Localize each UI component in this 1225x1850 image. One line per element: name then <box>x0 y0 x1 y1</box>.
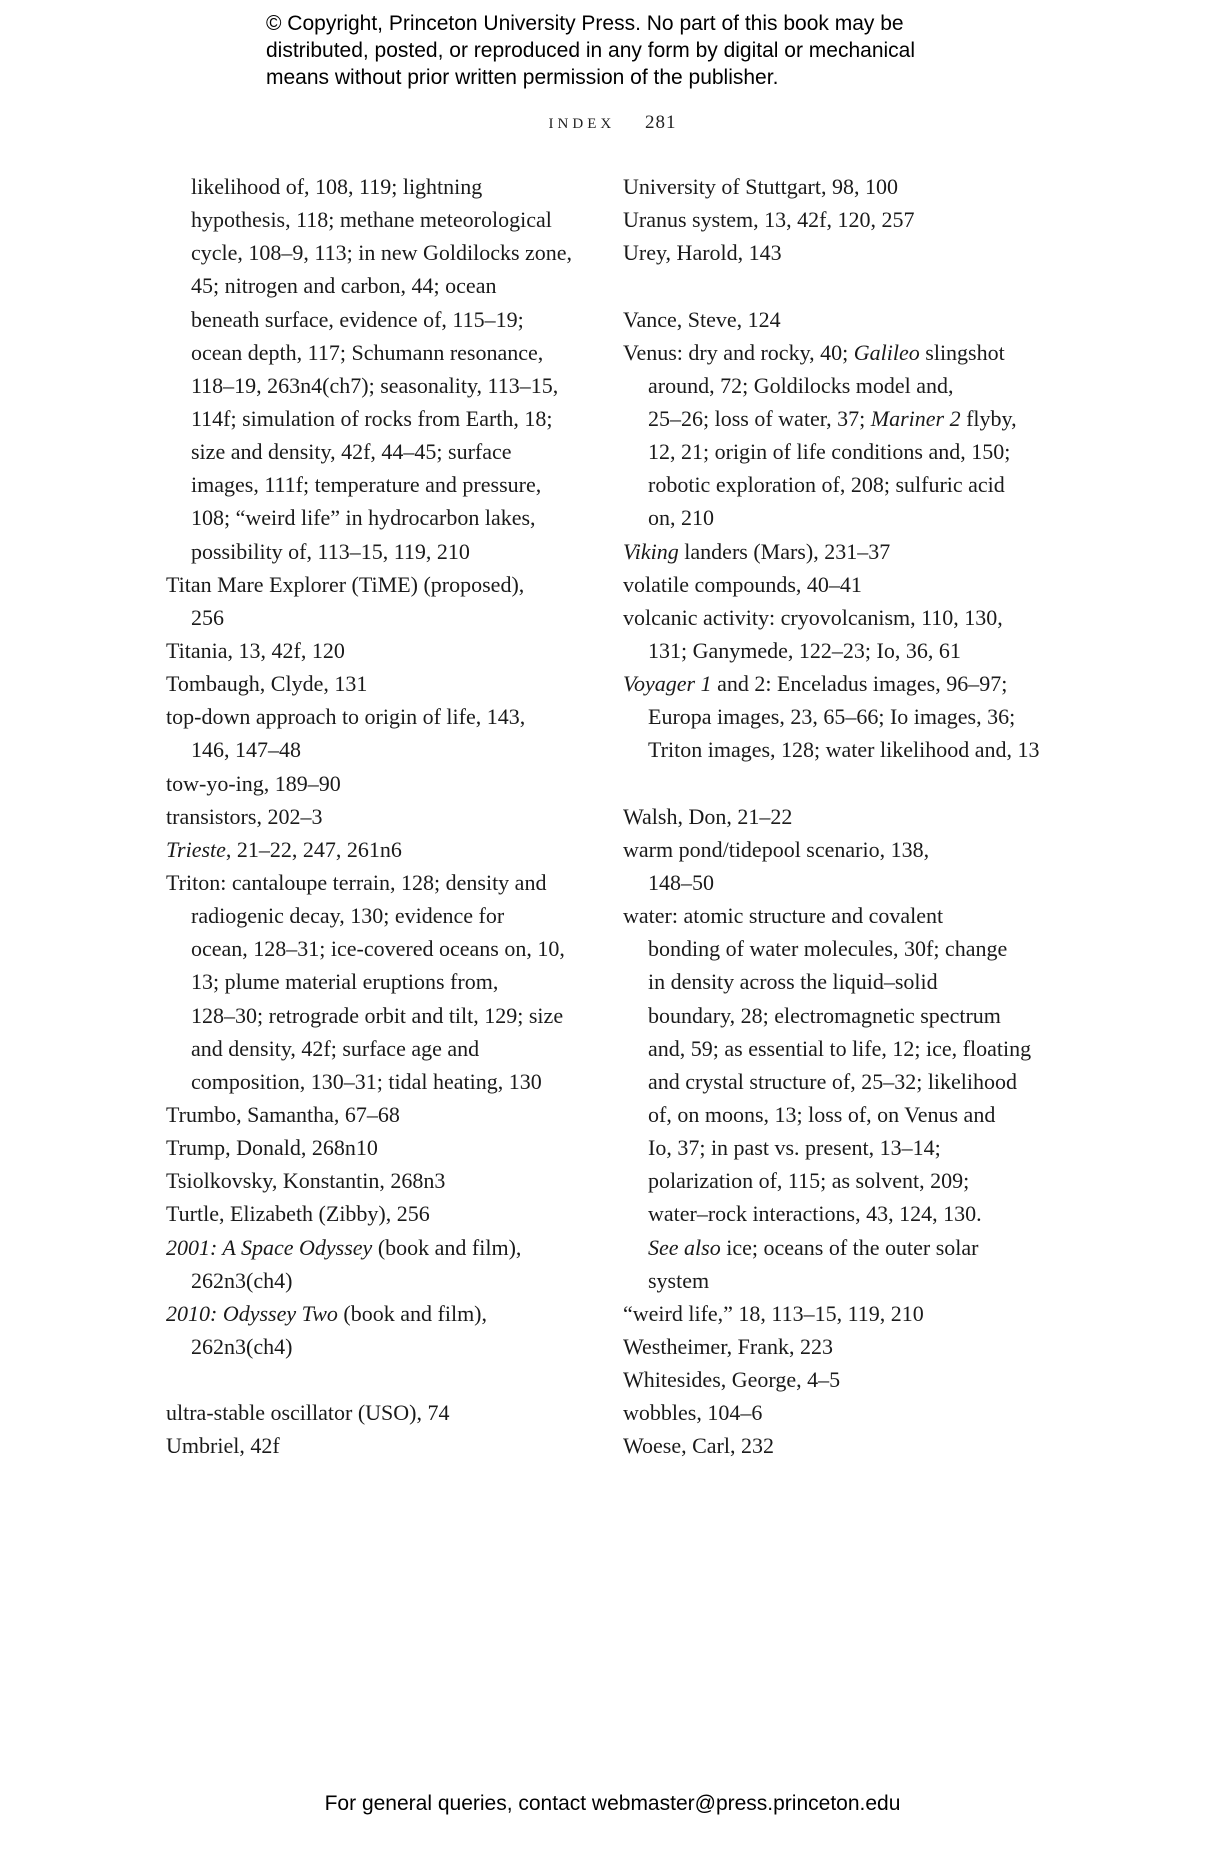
copyright-line: © Copyright, Princeton University Press. No part of this book may be <box>266 12 904 35</box>
index-entry-text: Trumbo, Samantha, 67–68 <box>166 1101 400 1127</box>
index-entry-continuation <box>166 601 586 634</box>
index-entry-text: Titania, 13, 42f, 120 <box>166 637 345 663</box>
index-entry-text: Io, 37; in past vs. present, 13–14; <box>648 1135 941 1161</box>
index-entry-text: ice; oceans of the outer solar <box>720 1234 979 1260</box>
index-entry-text: boundary, 28; electromagnetic spectrum <box>648 1002 1001 1028</box>
index-entry-text: composition, 130–31; tidal heating, 130 <box>191 1068 542 1094</box>
index-entry-text: polarization of, 115; as solvent, 209; <box>648 1168 970 1194</box>
index-entry-italic-title: Galileo <box>853 339 920 365</box>
index-entry-text: around, 72; Goldilocks model and, <box>648 372 954 398</box>
index-entry <box>623 535 1043 568</box>
index-entry-continuation <box>623 700 1043 733</box>
index-entry-text: size and density, 42f, 44–45; surface <box>191 439 512 465</box>
index-entry-continuation <box>623 402 1043 435</box>
index-entry-text: 148–50 <box>648 869 714 895</box>
index-entry <box>166 1429 586 1462</box>
copyright-line: means without prior written permission of the publisher. <box>266 66 779 89</box>
index-entry-continuation <box>166 269 586 302</box>
index-entry-text: 45; nitrogen and carbon, 44; ocean <box>191 273 497 299</box>
index-entry-text: Turtle, Elizabeth (Zibby), 256 <box>166 1201 430 1227</box>
index-entry-text: “weird life,” 18, 113–15, 119, 210 <box>623 1300 924 1326</box>
index-entry-text: Urey, Harold, 143 <box>623 240 782 266</box>
index-entry <box>166 1297 586 1330</box>
index-entry-text: 256 <box>191 604 224 630</box>
index-entry-text: transistors, 202–3 <box>166 803 323 829</box>
index-entry-text: 131; Ganymede, 122–23; Io, 36, 61 <box>648 637 961 663</box>
index-entry <box>623 800 1043 833</box>
index-entry-text: cycle, 108–9, 113; in new Goldilocks zone, <box>191 240 573 266</box>
index-entry-text: top-down approach to origin of life, 143, <box>166 704 526 730</box>
index-entry-text: wobbles, 104–6 <box>623 1400 763 1426</box>
index-entry-continuation <box>166 535 586 568</box>
running-head <box>0 112 1225 134</box>
index-entry-continuation <box>623 1197 1043 1230</box>
index-entry-continuation <box>623 1164 1043 1197</box>
index-entry-text: images, 111f; temperature and pressure, <box>191 472 542 498</box>
index-entry-text: 262n3(ch4) <box>191 1267 293 1293</box>
index-entry-italic-title: Viking <box>623 538 679 564</box>
index-entry-continuation <box>623 999 1043 1032</box>
index-entry-text: , 21–22, 247, 261n6 <box>225 836 402 862</box>
index-entry <box>623 833 1043 866</box>
index-entry-text: ocean depth, 117; Schumann resonance, <box>191 339 544 365</box>
index-entry-continuation <box>623 1231 1043 1264</box>
index-entry <box>166 700 586 733</box>
index-entry-text: water: atomic structure and covalent <box>623 903 944 929</box>
index-entry-text: Vance, Steve, 124 <box>623 306 781 332</box>
index-entry-continuation <box>166 501 586 534</box>
index-entry-text: hypothesis, 118; methane meteorological <box>191 207 552 233</box>
index-entry-continuation <box>623 866 1043 899</box>
index-entry-text: Titan Mare Explorer (TiME) (proposed), <box>166 571 525 597</box>
index-entry <box>166 1098 586 1131</box>
index-entry-continuation <box>623 1098 1043 1131</box>
index-entry-text: ocean, 128–31; ice-covered oceans on, 10, <box>191 936 565 962</box>
index-entry <box>623 1330 1043 1363</box>
index-entry-text: (book and film), <box>337 1300 488 1326</box>
index-column-left <box>166 170 586 1462</box>
index-entry-text: water–rock interactions, 43, 124, 130. <box>648 1201 982 1227</box>
index-entry-continuation <box>166 236 586 269</box>
index-entry-text: Europa images, 23, 65–66; Io images, 36; <box>648 704 1016 730</box>
index-entry-continuation <box>166 899 586 932</box>
index-entry-text: Woese, Carl, 232 <box>623 1433 774 1459</box>
index-entry-text: 25–26; loss of water, 37; <box>648 405 871 431</box>
index-entry-text: 13; plume material eruptions from, <box>191 969 499 995</box>
index-entry-text: Uranus system, 13, 42f, 120, 257 <box>623 207 915 233</box>
page-number: 281 <box>644 112 677 133</box>
index-entry <box>623 568 1043 601</box>
index-entry-text: robotic exploration of, 208; sulfuric acid <box>648 472 1005 498</box>
index-entry <box>623 601 1043 634</box>
index-entry-text: system <box>648 1267 710 1293</box>
index-entry-continuation <box>623 1032 1043 1065</box>
index-entry-text: 146, 147–48 <box>191 737 301 763</box>
index-entry-continuation <box>166 733 586 766</box>
running-head-title: INDEX <box>548 116 616 132</box>
index-entry-text: bonding of water molecules, 30f; change <box>648 936 1008 962</box>
index-entry-continuation <box>166 170 586 203</box>
index-entry-text: Walsh, Don, 21–22 <box>623 803 793 829</box>
index-entry-text: in density across the liquid–solid <box>648 969 938 995</box>
footer-contact: For general queries, contact webmaster@press.princeton.edu <box>324 1792 901 1815</box>
index-entry-text: Triton: cantaloupe terrain, 128; density and <box>166 869 547 895</box>
index-entry-text: on, 210 <box>648 505 714 531</box>
index-entry-text: Westheimer, Frank, 223 <box>623 1333 833 1359</box>
index-entry-continuation <box>623 468 1043 501</box>
index-entry-text: 118–19, 263n4(ch7); seasonality, 113–15, <box>191 372 559 398</box>
index-entry-text: slingshot <box>919 339 1005 365</box>
index-entry-italic-title: Voyager 1 <box>623 671 712 697</box>
index-entry-text: (book and film), <box>372 1234 522 1260</box>
index-entry-text: and density, 42f; surface age and <box>191 1035 480 1061</box>
index-entry-continuation <box>623 501 1043 534</box>
index-entry <box>623 170 1043 203</box>
index-entry <box>623 899 1043 932</box>
index-entry-text: University of Stuttgart, 98, 100 <box>623 174 898 199</box>
index-entry-text: and 2: Enceladus images, 96–97; <box>711 671 1008 697</box>
index-entry-continuation <box>166 965 586 998</box>
index-entry-text: and crystal structure of, 25–32; likelihood <box>648 1068 1018 1094</box>
index-entry-continuation <box>166 402 586 435</box>
index-entry-continuation <box>623 634 1043 667</box>
copyright-line: distributed, posted, or reproduced in any form by digital or mechanical <box>266 39 916 62</box>
index-entry-italic-title: 2001: A Space Odyssey <box>166 1234 373 1260</box>
index-entry-text: flyby, <box>960 405 1017 431</box>
index-entry-text: 262n3(ch4) <box>191 1333 293 1359</box>
index-entry <box>166 634 586 667</box>
index-entry-text: 108; “weird life” in hydrocarbon lakes, <box>191 505 536 531</box>
index-entry-text: volatile compounds, 40–41 <box>623 571 862 597</box>
index-entry <box>623 1396 1043 1429</box>
index-entry-continuation <box>166 932 586 965</box>
index-section-gap <box>166 1363 586 1396</box>
index-entry-text: Triton images, 128; water likelihood and, 13 <box>648 737 1040 763</box>
index-entry-italic-title: See also <box>648 1234 721 1260</box>
index-entry-continuation <box>623 965 1043 998</box>
index-entry-text: Tsiolkovsky, Konstantin, 268n3 <box>166 1168 446 1194</box>
index-entry-continuation <box>623 932 1043 965</box>
index-entry-italic-title: Trieste <box>166 836 226 862</box>
index-entry-text: ultra-stable oscillator (USO), 74 <box>166 1400 450 1426</box>
index-entry <box>166 568 586 601</box>
index-entry <box>623 203 1043 236</box>
index-entry-text: landers (Mars), 231–37 <box>678 538 891 564</box>
index-entry-text: 114f; simulation of rocks from Earth, 18; <box>191 405 553 431</box>
index-entry-continuation <box>166 1065 586 1098</box>
index-entry <box>166 1197 586 1230</box>
index-entry-text: Trump, Donald, 268n10 <box>166 1135 378 1161</box>
index-entry <box>166 667 586 700</box>
index-section-gap <box>623 269 1043 302</box>
index-entry-text: radiogenic decay, 130; evidence for <box>191 903 505 929</box>
index-entry-continuation <box>623 435 1043 468</box>
index-entry-continuation <box>166 1330 586 1363</box>
index-entry-text: Tombaugh, Clyde, 131 <box>166 671 368 697</box>
index-entry-continuation <box>166 336 586 369</box>
index-entry <box>166 1131 586 1164</box>
index-entry <box>623 303 1043 336</box>
index-entry-text: Umbriel, 42f <box>166 1433 280 1459</box>
index-entry <box>166 833 586 866</box>
index-entry <box>166 866 586 899</box>
index-entry-text: 12, 21; origin of life conditions and, 150; <box>648 439 1011 465</box>
index-entry <box>166 800 586 833</box>
index-entry-text: possibility of, 113–15, 119, 210 <box>191 538 470 564</box>
index-entry-continuation <box>166 435 586 468</box>
index-entry-text: tow-yo-ing, 189–90 <box>166 770 341 796</box>
index-entry-continuation <box>166 468 586 501</box>
index-entry-text: and, 59; as essential to life, 12; ice, floating <box>648 1035 1032 1061</box>
index-entry <box>623 1297 1043 1330</box>
index-entry-text: 128–30; retrograde orbit and tilt, 129; size <box>191 1002 564 1028</box>
index-section-gap <box>623 767 1043 800</box>
index-entry-text: volcanic activity: cryovolcanism, 110, 130, <box>623 604 1003 630</box>
index-entry-continuation <box>623 1131 1043 1164</box>
index-entry <box>623 1429 1043 1462</box>
index-entry <box>623 236 1043 269</box>
index-entry <box>623 667 1043 700</box>
index-entry-text: of, on moons, 13; loss of, on Venus and <box>648 1101 996 1127</box>
copyright-notice <box>266 10 1026 91</box>
index-entry-continuation <box>166 369 586 402</box>
index-entry-text: Venus: dry and rocky, 40; <box>623 339 854 365</box>
index-entry-continuation <box>623 1264 1043 1297</box>
index-entry-italic-title: 2010: Odyssey Two <box>166 1300 338 1326</box>
index-entry-text: beneath surface, evidence of, 115–19; <box>191 306 524 332</box>
index-entry-continuation <box>166 1032 586 1065</box>
index-entry-continuation <box>623 1065 1043 1098</box>
index-entry <box>166 1164 586 1197</box>
index-entry-italic-title: Mariner 2 <box>870 405 961 431</box>
index-entry-continuation <box>623 733 1043 766</box>
index-entry-text: warm pond/tidepool scenario, 138, <box>623 836 930 862</box>
index-entry <box>623 1363 1043 1396</box>
index-column-right <box>623 170 1043 1462</box>
index-entry <box>623 336 1043 369</box>
index-entry-continuation <box>166 999 586 1032</box>
index-entry-continuation <box>166 1264 586 1297</box>
index-entry <box>166 1396 586 1429</box>
index-entry <box>166 1231 586 1264</box>
index-entry-text: likelihood of, 108, 119; lightning <box>191 174 483 199</box>
index-entry-continuation <box>166 203 586 236</box>
index-entry-text: Whitesides, George, 4–5 <box>623 1367 841 1393</box>
index-entry-continuation <box>166 303 586 336</box>
index-entry-continuation <box>623 369 1043 402</box>
index-entry <box>166 767 586 800</box>
